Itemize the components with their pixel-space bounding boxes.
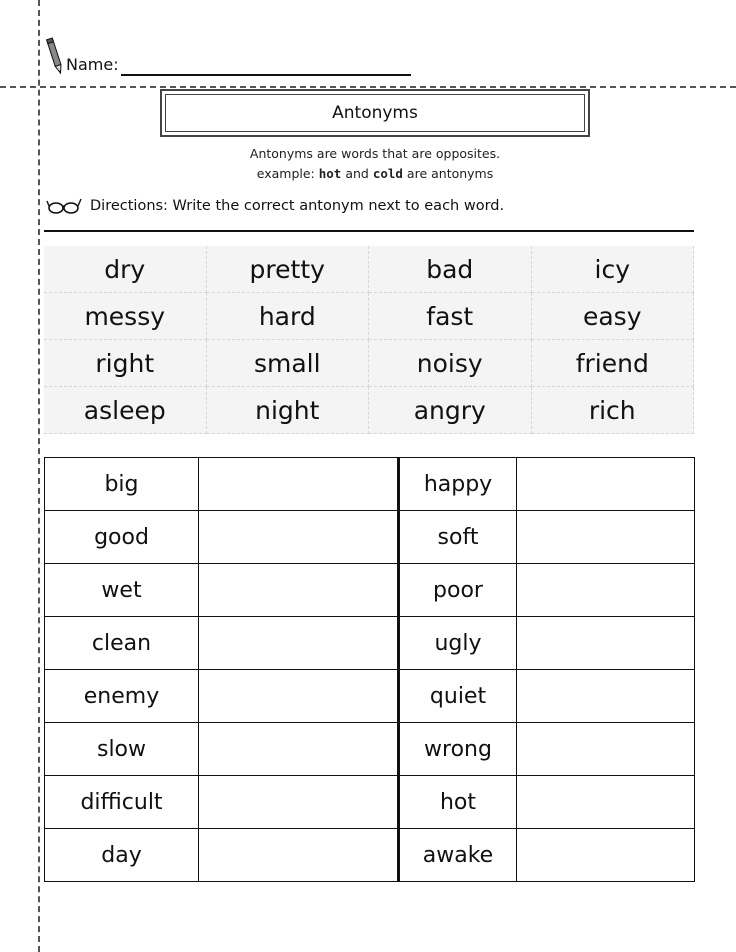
table-row — [45, 617, 695, 670]
prompt-word: enemy — [45, 670, 199, 723]
prompt-word: big — [45, 458, 199, 511]
answer-cell[interactable] — [517, 776, 695, 829]
prompt-word: slow — [45, 723, 199, 776]
page-title: Antonyms — [165, 94, 585, 132]
word-bank-item: friend — [532, 340, 695, 387]
prompt-word: ugly — [399, 617, 517, 670]
answer-cell[interactable] — [517, 458, 695, 511]
word-bank-item: icy — [532, 246, 695, 293]
word-bank-item: pretty — [207, 246, 370, 293]
word-bank-item: easy — [532, 293, 695, 340]
answer-cell[interactable] — [517, 723, 695, 776]
answer-table — [44, 457, 695, 882]
prompt-word: quiet — [399, 670, 517, 723]
prompt-word: good — [45, 511, 199, 564]
answer-cell[interactable] — [199, 617, 399, 670]
prompt-word: poor — [399, 564, 517, 617]
word-bank-item: rich — [532, 387, 695, 434]
table-row — [45, 829, 695, 882]
answer-cell[interactable] — [199, 776, 399, 829]
answer-cell[interactable] — [517, 829, 695, 882]
name-row — [46, 32, 411, 76]
prompt-word: day — [45, 829, 199, 882]
example-prefix: example: — [256, 166, 315, 181]
table-row — [45, 564, 695, 617]
answer-cell[interactable] — [517, 564, 695, 617]
name-label: Name: — [66, 55, 119, 74]
table-row — [45, 511, 695, 564]
table-row — [45, 776, 695, 829]
definition-text: Antonyms are words that are opposites. — [249, 146, 501, 161]
word-bank-item: right — [44, 340, 207, 387]
word-bank-item: bad — [369, 246, 532, 293]
table-row — [45, 723, 695, 776]
word-bank — [44, 246, 694, 434]
prompt-word: happy — [399, 458, 517, 511]
directions — [46, 196, 504, 216]
word-bank-item: asleep — [44, 387, 207, 434]
answer-cell[interactable] — [199, 458, 399, 511]
word-bank-item: noisy — [369, 340, 532, 387]
prompt-word: wet — [45, 564, 199, 617]
directions-text: Directions: Write the correct antonym next to each word. — [90, 198, 505, 214]
prompt-word: awake — [399, 829, 517, 882]
prompt-word: wrong — [399, 723, 517, 776]
name-field[interactable] — [121, 54, 411, 76]
cut-line-horizontal — [0, 86, 736, 88]
title-box — [160, 89, 590, 137]
word-bank-item: small — [207, 340, 370, 387]
word-bank-item: angry — [369, 387, 532, 434]
table-row — [45, 670, 695, 723]
answer-cell[interactable] — [199, 670, 399, 723]
divider — [44, 230, 694, 232]
prompt-word: soft — [399, 511, 517, 564]
word-bank-item: night — [207, 387, 370, 434]
answer-cell[interactable] — [199, 511, 399, 564]
answer-cell[interactable] — [199, 564, 399, 617]
word-bank-item: dry — [44, 246, 207, 293]
word-bank-item: fast — [369, 293, 532, 340]
example-suffix: are antonyms — [406, 166, 494, 181]
answer-cell[interactable] — [517, 511, 695, 564]
answer-cell[interactable] — [199, 829, 399, 882]
example-and: and — [345, 166, 369, 181]
pencil-icon — [46, 36, 64, 76]
table-row — [45, 458, 695, 511]
prompt-word: clean — [45, 617, 199, 670]
answer-cell[interactable] — [199, 723, 399, 776]
answer-cell[interactable] — [517, 617, 695, 670]
cut-line-vertical — [38, 0, 40, 952]
example-word-1: hot — [318, 166, 342, 181]
example-text — [160, 166, 590, 181]
prompt-word: difficult — [45, 776, 199, 829]
word-bank-item: messy — [44, 293, 207, 340]
glasses-icon — [46, 196, 82, 216]
word-bank-item: hard — [207, 293, 370, 340]
example-word-2: cold — [372, 166, 403, 181]
answer-cell[interactable] — [517, 670, 695, 723]
prompt-word: hot — [399, 776, 517, 829]
